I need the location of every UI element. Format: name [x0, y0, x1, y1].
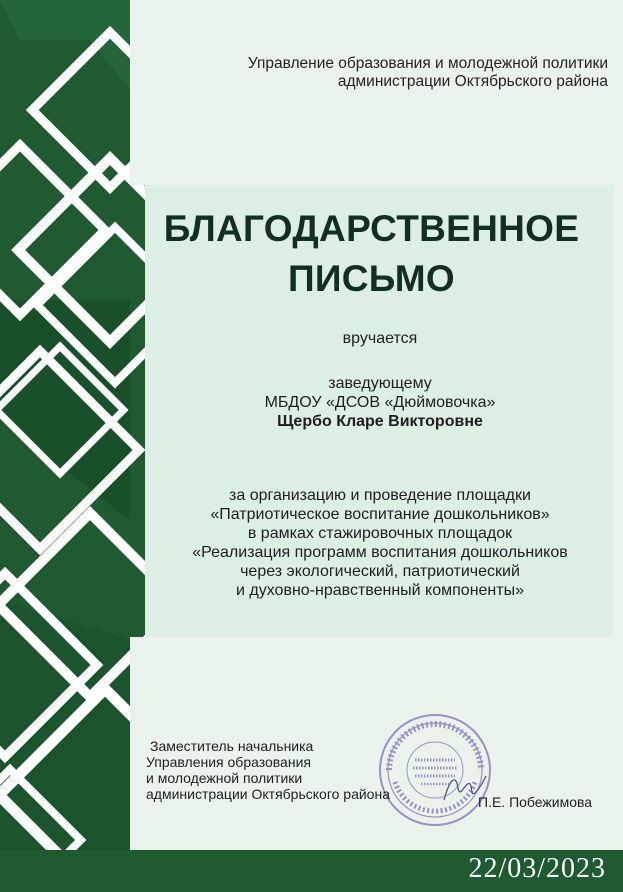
recipient-institution: МБДОУ «ДСОВ «Дюймовочка» — [264, 394, 496, 411]
organization-line-1: Управление образования и молодежной политики — [247, 55, 608, 72]
signatory-line-3: и молодежной политики — [146, 770, 303, 786]
issuing-organization — [150, 55, 608, 91]
recipient-name: Щербо Кларе Викторовне — [277, 413, 483, 430]
reason-line-4: «Реализация программ воспитания дошкольников — [192, 544, 568, 561]
title-line-2: ПИСЬМО — [288, 258, 455, 299]
organization-line-2: администрации Октябрьского района — [337, 73, 608, 90]
title-line-1: БЛАГОДАРСТВЕННОЕ — [163, 208, 580, 249]
signatory-name: П.Е. Побежимова — [478, 794, 593, 810]
signatory-title-block — [146, 738, 416, 802]
signatory-line-1: Заместитель начальника — [150, 738, 314, 754]
reason-block — [150, 486, 610, 600]
reason-line-1: за организацию и проведение площадки — [229, 487, 531, 504]
reason-line-2: «Патриотическое воспитание дошкольников» — [210, 506, 550, 523]
signatory-line-4: администрации Октябрьского района — [146, 786, 390, 802]
issue-date: 22/03/2023 — [468, 853, 606, 884]
presented-label: вручается — [342, 330, 418, 347]
reason-line-3: в рамках стажировочных площадок — [247, 525, 513, 542]
reason-line-6: и духовно-нравственный компоненты» — [236, 582, 524, 599]
reason-line-5: через экологический, патриотический — [240, 563, 520, 580]
recipient-position: заведующему — [328, 375, 432, 392]
signatory-line-2: Управления образования — [146, 754, 311, 770]
recipient-block — [150, 374, 610, 431]
document-title — [130, 204, 613, 304]
